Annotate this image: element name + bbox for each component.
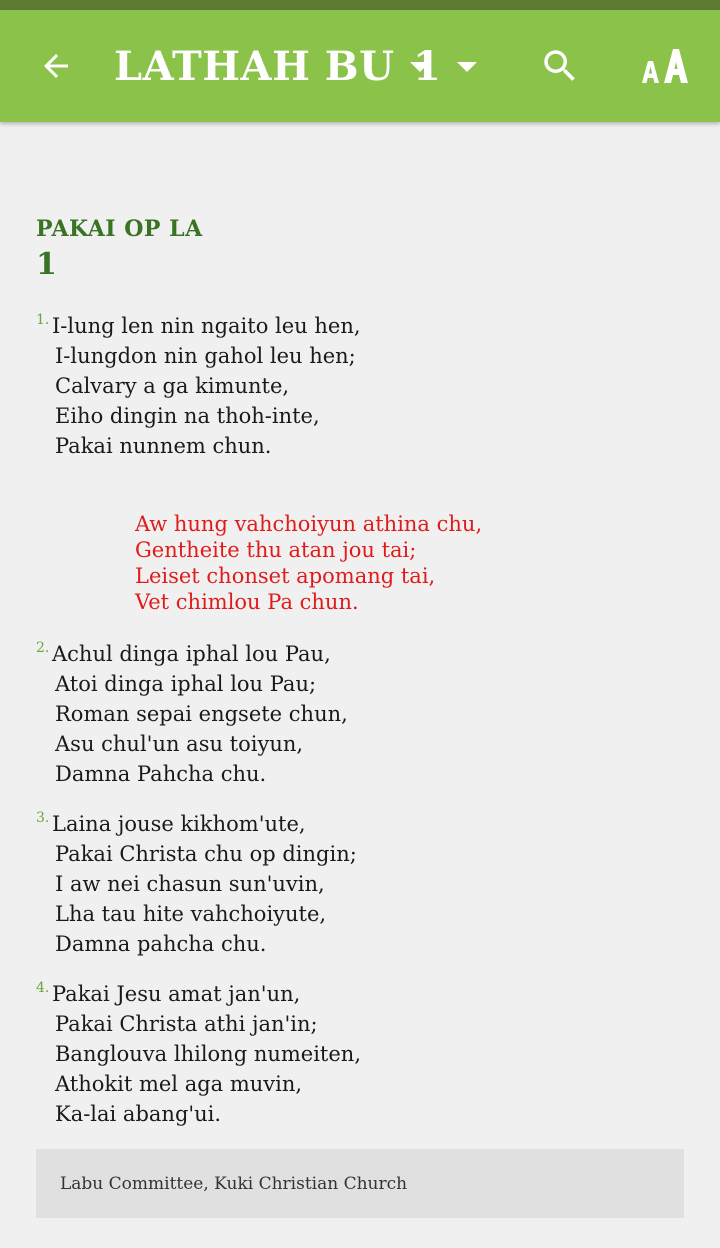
book-title: LATHAH BU <box>114 42 395 90</box>
chorus-line: Gentheite thu atan jou tai; <box>135 538 417 562</box>
chevron-down-icon <box>457 62 477 72</box>
chorus-line: Vet chimlou Pa chun. <box>135 590 359 614</box>
verse-2 <box>36 639 684 789</box>
verse-4 <box>36 979 684 1129</box>
app-toolbar <box>0 10 720 122</box>
hymn-number: 1 <box>36 247 57 282</box>
verse-line: Damna Pahcha chu. <box>55 762 267 786</box>
verse-number: 3. <box>36 810 50 826</box>
verse-line: Roman sepai engsete chun, <box>55 702 348 726</box>
verse-line: Laina jouse kikhom'ute, <box>52 812 306 836</box>
arrow-left-icon <box>38 48 74 84</box>
verse-line: Pakai Christa athi jan'in; <box>55 1012 318 1036</box>
verse-line: Asu chul'un asu toiyun, <box>55 732 304 756</box>
font-size-button[interactable] <box>632 38 696 94</box>
verse-line: I aw nei chasun sun'uvin, <box>55 872 325 896</box>
verse-number: 1. <box>36 312 50 328</box>
back-button[interactable] <box>28 38 84 94</box>
text-size-icon <box>638 45 690 87</box>
verse-line: Damna pahcha chu. <box>55 932 267 956</box>
verse-line: I-lung len nin ngaito leu hen, <box>52 314 361 338</box>
verse-line: Athokit mel aga muvin, <box>55 1072 303 1096</box>
chapter-number: 1 <box>413 42 441 90</box>
chorus <box>36 511 684 615</box>
book-selector-dropdown[interactable] <box>114 36 430 96</box>
verse-3 <box>36 809 684 959</box>
verse-1 <box>36 311 684 461</box>
chorus-line: Aw hung vahchoiyun athina chu, <box>135 512 483 536</box>
verse-line: Ka-lai abang'ui. <box>55 1102 222 1126</box>
verse-line: Banglouva lhilong numeiten, <box>55 1042 361 1066</box>
verse-line: Pakai Jesu amat jan'un, <box>52 982 301 1006</box>
copyright-text: Labu Committee, Kuki Christian Church <box>60 1173 408 1194</box>
search-button[interactable] <box>532 38 588 94</box>
verse-line: Calvary a ga kimunte, <box>55 374 290 398</box>
verse-line: Pakai Christa chu op dingin; <box>55 842 357 866</box>
copyright-footer <box>36 1149 684 1218</box>
verse-line: Achul dinga iphal lou Pau, <box>52 642 331 666</box>
hymn-content <box>36 200 684 1129</box>
verse-line: Atoi dinga iphal lou Pau; <box>55 672 317 696</box>
search-icon <box>539 45 581 87</box>
chapter-selector-dropdown[interactable] <box>413 36 477 96</box>
verse-number: 2. <box>36 640 50 656</box>
status-bar <box>0 0 720 10</box>
verse-line: Eiho dingin na thoh-inte, <box>55 404 320 428</box>
verse-line: Pakai nunnem chun. <box>55 434 272 458</box>
verse-line: Lha tau hite vahchoiyute, <box>55 902 327 926</box>
hymn-title: PAKAI OP LA <box>36 216 203 242</box>
verse-number: 4. <box>36 980 50 996</box>
chorus-line: Leiset chonset apomang tai, <box>135 564 436 588</box>
verse-line: I-lungdon nin gahol leu hen; <box>55 344 356 368</box>
